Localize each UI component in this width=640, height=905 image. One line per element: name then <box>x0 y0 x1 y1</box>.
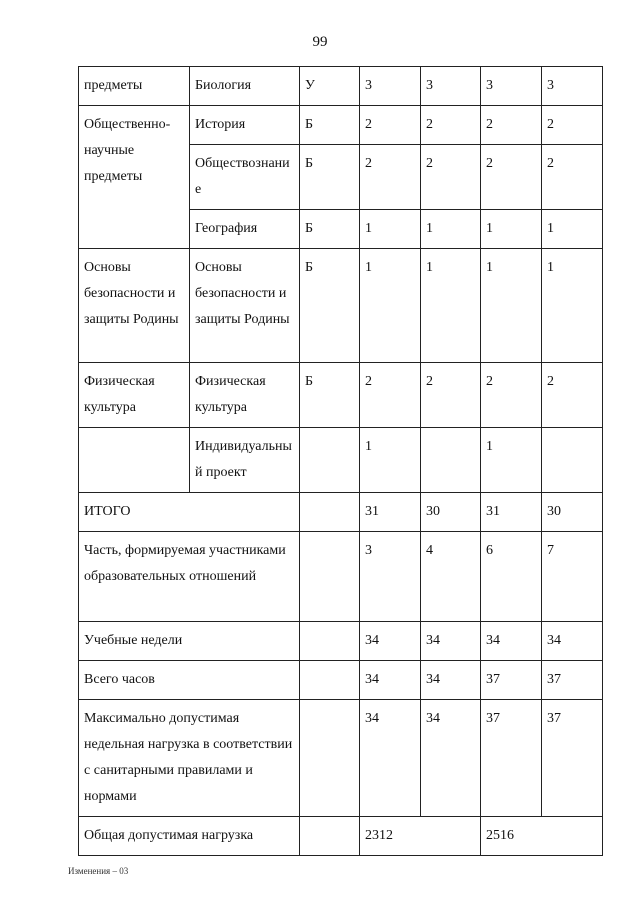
subject-cell: История <box>190 106 300 145</box>
subject-area-cell: Общественно-научные предметы <box>79 106 190 249</box>
hours-cell: 37 <box>481 661 542 700</box>
subject-area-cell: Основы безопасности и защиты Родины <box>79 249 190 363</box>
hours-cell: 34 <box>360 622 421 661</box>
level-cell: Б <box>300 210 360 249</box>
table-row <box>79 661 603 700</box>
subject-cell: Физическая культура <box>190 363 300 428</box>
hours-cell: 2 <box>360 363 421 428</box>
hours-cell: 34 <box>421 661 481 700</box>
hours-cell: 34 <box>421 622 481 661</box>
level-cell <box>300 700 360 817</box>
hours-cell: 3 <box>421 67 481 106</box>
hours-cell: 1 <box>421 249 481 363</box>
level-cell <box>300 817 360 856</box>
curriculum-table <box>78 66 603 856</box>
level-cell: Б <box>300 249 360 363</box>
hours-cell: 34 <box>360 661 421 700</box>
hours-cell: 37 <box>542 661 603 700</box>
total-label: ИТОГО <box>79 493 300 532</box>
hours-cell: 2 <box>421 145 481 210</box>
hours-cell: 1 <box>542 249 603 363</box>
row-label: Общая допустимая нагрузка <box>79 817 300 856</box>
hours-cell: 3 <box>542 67 603 106</box>
hours-cell: 30 <box>542 493 603 532</box>
level-cell <box>300 428 360 493</box>
level-cell: Б <box>300 145 360 210</box>
hours-cell: 1 <box>360 428 421 493</box>
table-row <box>79 363 603 428</box>
table-row <box>79 249 603 363</box>
level-cell <box>300 622 360 661</box>
row-label: Максимально допустимая недельная нагрузка в соответствии с санитарными правилами и нормами <box>79 700 300 817</box>
hours-cell <box>542 428 603 493</box>
hours-cell: 30 <box>421 493 481 532</box>
table-row <box>79 622 603 661</box>
subject-cell: География <box>190 210 300 249</box>
hours-cell: 2312 <box>360 817 481 856</box>
hours-cell: 1 <box>481 428 542 493</box>
hours-cell: 2 <box>542 363 603 428</box>
hours-cell: 34 <box>481 622 542 661</box>
subject-area-cell: предметы <box>79 67 190 106</box>
hours-cell: 6 <box>481 532 542 622</box>
table-row <box>79 67 603 106</box>
subject-cell: Биология <box>190 67 300 106</box>
hours-cell: 3 <box>360 67 421 106</box>
hours-cell: 2 <box>481 106 542 145</box>
table-row <box>79 700 603 817</box>
hours-cell: 3 <box>481 67 542 106</box>
hours-cell: 2 <box>360 106 421 145</box>
level-cell <box>300 493 360 532</box>
table-row <box>79 817 603 856</box>
hours-cell: 1 <box>360 210 421 249</box>
hours-cell: 4 <box>421 532 481 622</box>
hours-cell: 1 <box>481 249 542 363</box>
subject-cell: Индивидуальный проект <box>190 428 300 493</box>
table-row <box>79 493 603 532</box>
level-cell: Б <box>300 106 360 145</box>
hours-cell: 1 <box>542 210 603 249</box>
hours-cell: 34 <box>360 700 421 817</box>
table-row <box>79 106 603 145</box>
hours-cell: 2 <box>421 106 481 145</box>
table-row <box>79 532 603 622</box>
subject-cell: Обществознание <box>190 145 300 210</box>
hours-cell: 1 <box>421 210 481 249</box>
footer-note: Изменения – 03 <box>68 866 129 876</box>
hours-cell: 1 <box>481 210 542 249</box>
subject-area-cell: Физическая культура <box>79 363 190 428</box>
row-label: Часть, формируемая участниками образовательных отношений <box>79 532 300 622</box>
level-cell: Б <box>300 363 360 428</box>
row-label: Всего часов <box>79 661 300 700</box>
page-number: 99 <box>312 34 328 50</box>
hours-cell: 2 <box>360 145 421 210</box>
hours-cell: 2516 <box>481 817 603 856</box>
hours-cell: 37 <box>542 700 603 817</box>
hours-cell: 3 <box>360 532 421 622</box>
hours-cell: 34 <box>421 700 481 817</box>
hours-cell: 7 <box>542 532 603 622</box>
level-cell <box>300 661 360 700</box>
hours-cell: 2 <box>481 145 542 210</box>
hours-cell: 31 <box>360 493 421 532</box>
hours-cell: 31 <box>481 493 542 532</box>
hours-cell: 2 <box>542 106 603 145</box>
row-label: Учебные недели <box>79 622 300 661</box>
subject-area-cell <box>79 428 190 493</box>
subject-cell: Основы безопасности и защиты Родины <box>190 249 300 363</box>
hours-cell: 34 <box>542 622 603 661</box>
level-cell <box>300 532 360 622</box>
hours-cell <box>421 428 481 493</box>
hours-cell: 37 <box>481 700 542 817</box>
hours-cell: 2 <box>421 363 481 428</box>
table-row <box>79 428 603 493</box>
hours-cell: 1 <box>360 249 421 363</box>
hours-cell: 2 <box>542 145 603 210</box>
hours-cell: 2 <box>481 363 542 428</box>
level-cell: У <box>300 67 360 106</box>
